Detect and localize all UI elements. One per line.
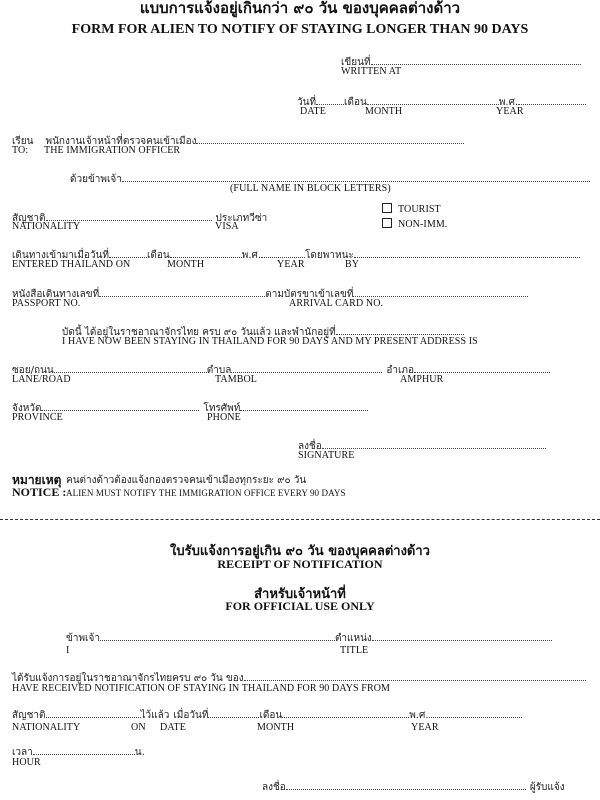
address-line-1 (12, 360, 550, 378)
form-title-thai: แบบการแจ้งอยู่เกินกว่า ๙๐ วัน ของบุคคลต่างด้าว (139, 0, 461, 17)
arrival-card-label-en: ARRIVAL CARD NO. (289, 298, 384, 309)
notice-text-en: ALIEN MUST NOTIFY THE IMMIGRATION OFFICE EVERY 90 DAYS (66, 488, 346, 498)
date-input[interactable] (316, 95, 344, 105)
tourist-checkbox[interactable] (382, 203, 392, 213)
entry-date-label-th: เดินทางเข้ามาเมื่อวันที่ (12, 250, 109, 261)
receipt-date-label-en: DATE (160, 722, 186, 733)
address-intro-th: บัดนี้ ได้อยู่ในราชอาณาจักรไทย ครบ ๙๐ วันแล้ว และพำนักอยู่ที่ (62, 327, 336, 338)
month-label-th: เดือน (344, 97, 367, 108)
visa-label-en: VISA (215, 221, 239, 232)
passport-line (12, 284, 528, 302)
visa-option-non-imm[interactable] (382, 218, 447, 230)
receipt-date-line (12, 705, 522, 723)
passport-label-th: หนังสือเดินทางเลขที่ (12, 289, 100, 300)
receipt-nationality-label-th: สัญชาติ (12, 710, 46, 721)
non-imm-checkbox[interactable] (382, 218, 392, 228)
officer-line (66, 628, 552, 646)
receipt-month-label-en: MONTH (257, 722, 295, 733)
tourist-label: TOURIST (398, 204, 441, 215)
tambol-label-th: ตำบล (206, 365, 232, 376)
entry-year-label-en: YEAR (277, 259, 305, 270)
receipt-date-label-th: เมื่อวันที่ (173, 710, 209, 721)
date-label-th: วันที่ (297, 97, 317, 108)
receiver-label-th: ผู้รับแจ้ง (529, 782, 565, 793)
amphur-input[interactable] (414, 363, 550, 373)
date-label-en: DATE (300, 106, 326, 117)
arrival-card-label-th: ตามบัตรขาเข้าเลขที่ (265, 289, 354, 300)
receipt-title-en: RECEIPT OF NOTIFICATION (217, 557, 383, 571)
lane-input[interactable] (54, 363, 207, 373)
notice-label-en: NOTICE : (12, 485, 67, 499)
amphur-label-th: อำเภอ (386, 365, 414, 376)
entry-month-label-en: MONTH (167, 259, 205, 270)
lane-label-th: ซอย/ถนน (12, 365, 54, 376)
receipt-title-th: ใบรับแจ้งการอยู่เกิน ๙๐ วัน ของบุคคลต่างด้าว (170, 544, 430, 559)
receiver-sign-label-th: ลงชื่อ (262, 782, 286, 793)
officer-label-en: I (66, 645, 70, 656)
amphur-label-en: AMPHUR (400, 374, 444, 385)
signature-label-th: ลงชื่อ (298, 441, 322, 452)
receipt-month-input[interactable] (282, 708, 409, 718)
phone-label-th: โทรศัพท์ (203, 403, 241, 414)
passport-label-en: PASSPORT NO. (12, 298, 81, 309)
received-label-th: ได้รับแจ้งการอยู่ในราชอาณาจักรไทยครบ ๙๐ วัน ของ (12, 673, 244, 684)
entry-by-input[interactable] (354, 248, 580, 258)
arrival-card-input[interactable] (353, 287, 528, 297)
receipt-month-label-th: เดือน (259, 710, 283, 721)
entry-by-label-th: โดยพาหนะ (305, 250, 354, 261)
cut-line-divider (0, 519, 600, 520)
official-use-th: สำหรับเจ้าหน้าที่ (254, 587, 346, 602)
full-name-input[interactable] (122, 172, 590, 182)
entry-date-label-en: ENTERED THAILAND ON (12, 259, 131, 270)
province-input[interactable] (41, 401, 199, 411)
full-name-label-th: ด้วยข้าพเจ้า (70, 174, 122, 185)
signature-input[interactable] (322, 439, 546, 449)
receipt-year-label-en: YEAR (411, 722, 439, 733)
visa-option-tourist[interactable] (382, 203, 441, 215)
official-use-en: FOR OFFICIAL USE ONLY (225, 599, 375, 613)
entry-month-label-th: เดือน (146, 250, 170, 261)
address-intro-en: I HAVE NOW BEEN STAYING IN THAILAND FOR 90 DAYS AND MY PRESENT ADDRESS IS (62, 336, 478, 347)
receipt-date-input[interactable] (208, 708, 259, 718)
month-input[interactable] (367, 95, 499, 105)
tambol-input[interactable] (231, 363, 382, 373)
nationality-label-en: NATIONALITY (12, 221, 81, 232)
nationality-label-th: สัญชาติ (12, 213, 46, 224)
recipient-input[interactable] (196, 134, 464, 144)
title-label-th: ตำแหน่ง (334, 633, 372, 644)
officer-input[interactable] (100, 631, 335, 641)
phone-input[interactable] (240, 401, 368, 411)
receipt-on-label-en: ON (131, 722, 146, 733)
year-input[interactable] (518, 95, 586, 105)
entry-year-input[interactable] (261, 248, 305, 258)
phone-label-en: PHONE (207, 412, 241, 423)
non-imm-label: NON-IMM. (398, 219, 448, 230)
officer-label-th: ข้าพเจ้า (66, 633, 100, 644)
address-input[interactable] (336, 325, 464, 335)
visa-label-th: ประเภทวีซ่า (215, 213, 268, 224)
written-at-label-en: WRITTEN AT (341, 66, 402, 77)
month-label-en: MONTH (365, 106, 403, 117)
receipt-year-input[interactable] (429, 708, 522, 718)
passport-input[interactable] (99, 287, 265, 297)
entry-by-label-en: BY (345, 259, 360, 270)
receipt-nationality-input[interactable] (46, 708, 141, 718)
receiver-signature-field[interactable] (262, 777, 565, 795)
written-at-input[interactable] (371, 55, 581, 65)
province-label-th: จังหวัด (12, 403, 42, 414)
tambol-label-en: TAMBOL (215, 374, 258, 385)
entry-year-label-th: พ.ศ. (241, 250, 262, 261)
written-at-label-th: เขียนที่ (341, 57, 371, 68)
receipt-nationality-label-en: NATIONALITY (12, 722, 81, 733)
receipt-on-label-th: ไว้แล้ว (140, 710, 170, 721)
receipt-year-label-th: พ.ศ. (409, 710, 429, 721)
hour-label-en: HOUR (12, 757, 41, 768)
signature-label-en: SIGNATURE (298, 450, 355, 461)
recipient-th: พนักงานเจ้าหน้าที่ตรวจคนเข้าเมือง (45, 136, 197, 147)
received-from-input[interactable] (244, 671, 586, 681)
year-label-th: พ.ศ. (498, 97, 519, 108)
province-label-en: PROVINCE (12, 412, 63, 423)
entry-date-input[interactable] (109, 248, 147, 258)
date-line (297, 92, 586, 110)
title-label-en: TITLE (340, 645, 369, 656)
hour-suffix-th: น. (134, 747, 145, 758)
title-input[interactable] (372, 631, 552, 641)
hour-label-th: เวลา (12, 747, 33, 758)
receiver-signature-input[interactable] (286, 780, 526, 790)
nationality-input[interactable] (46, 211, 212, 221)
hour-input[interactable] (33, 745, 135, 755)
form-title-english: FORM FOR ALIEN TO NOTIFY OF STAYING LONGER THAN 90 DAYS (71, 22, 529, 37)
address-line-2 (12, 398, 368, 416)
entry-month-input[interactable] (170, 248, 242, 258)
to-label-th: เรียน (12, 136, 34, 147)
received-label-en: HAVE RECEIVED NOTIFICATION OF STAYING IN THAILAND FOR 90 DAYS FROM (12, 683, 391, 694)
notice-label-th: หมายเหตุ (12, 473, 62, 487)
lane-label-en: LANE/ROAD (12, 374, 71, 385)
year-label-en: YEAR (496, 106, 524, 117)
recipient-en: THE IMMIGRATION OFFICER (44, 145, 181, 156)
full-name-label-en: (FULL NAME IN BLOCK LETTERS) (230, 183, 391, 194)
to-label-en: TO: (12, 145, 29, 156)
notice-text-th: คนต่างด้าวต้องแจ้งกองตรวจคนเข้าเมืองทุกระยะ ๙๐ วัน (66, 475, 307, 486)
